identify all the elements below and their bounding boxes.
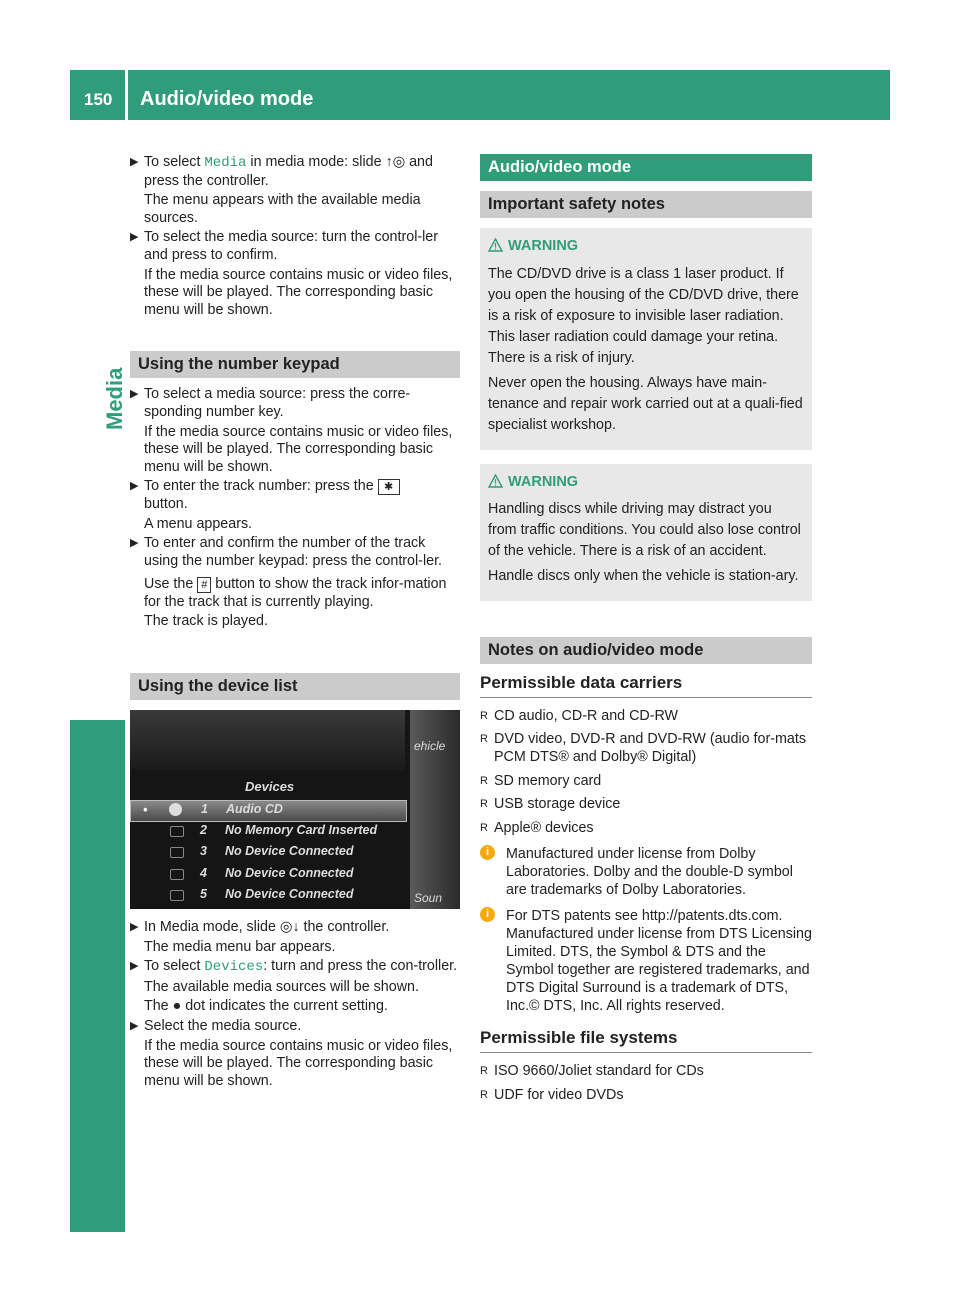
warning-paragraph: Handling discs while driving may distract you from traffic conditions. You could also lose control of the vehicle. There is a risk of an accident. <box>488 501 801 560</box>
step-result: If the media source contains music or video files, these will be played. The corresponding basic menu will be shown. <box>144 1037 453 1089</box>
star-key-icon: ✱ <box>378 479 400 495</box>
keypad-heading: Using the number keypad <box>130 351 460 378</box>
info-icon: i <box>480 907 495 922</box>
bullet-icon: R <box>480 821 488 834</box>
warning-triangle-icon <box>488 238 503 258</box>
menu-item-code: Media <box>204 155 247 171</box>
step-arrow-icon: ▶ <box>130 1020 139 1033</box>
data-carriers-heading: Permissible data carriers <box>480 674 812 698</box>
device-label: No Device Connected <box>225 844 354 859</box>
device-row <box>130 800 407 822</box>
list-item: R ISO 9660/Joliet standard for CDs <box>480 1062 704 1079</box>
step-arrow-icon: ▶ <box>130 156 139 168</box>
list-item: R UDF for video DVDs <box>480 1086 624 1103</box>
menu-item-code: Devices <box>204 959 264 976</box>
device-label: No Memory Card Inserted <box>225 822 378 837</box>
device-row <box>130 822 405 842</box>
device-number: 2 <box>200 822 207 837</box>
track-played: The track is played. <box>144 613 268 630</box>
instruction-step: ▶ In Media mode, slide ◎↓ the controller. <box>130 919 390 936</box>
device-number: 5 <box>200 887 207 902</box>
file-systems-heading: Permissible file systems <box>480 1029 812 1053</box>
device-heading: Using the device list <box>130 673 460 700</box>
side-tab <box>70 120 125 1232</box>
bullet-icon: R <box>480 774 488 787</box>
selected-dot-icon: • <box>143 803 148 818</box>
disc-icon <box>169 803 182 816</box>
screenshot-label-sound: Soun <box>414 891 443 906</box>
step-arrow-icon: ▶ <box>130 480 139 493</box>
page-number: 150 <box>84 90 113 109</box>
info-note-dolby: i Manufactured under license from Dolby Laboratories. Dolby and the double-D symbol are trademarks of Dolby Laboratories. <box>480 845 812 899</box>
instruction-step: ▶ To enter the track number: press the ✱ button. <box>130 478 460 513</box>
safety-heading: Important safety notes <box>480 191 812 218</box>
device-label: Audio CD <box>226 802 283 817</box>
step-arrow-icon: ▶ <box>130 537 139 550</box>
bullet-icon: R <box>480 1064 488 1077</box>
instruction-step: ▶ To enter and confirm the number of the track using the number keypad: press the control-ler. <box>130 535 443 569</box>
step-arrow-icon: ▶ <box>130 231 139 244</box>
device-row <box>130 886 405 906</box>
list-item: R Apple® devices <box>480 819 594 836</box>
device-slot-icon <box>170 847 184 858</box>
step-arrow-icon: ▶ <box>130 921 139 934</box>
step-result: The ● dot indicates the current setting. <box>144 998 388 1015</box>
warning-box-laser <box>480 228 812 450</box>
screenshot-devices-title: Devices <box>245 779 295 795</box>
step-result: A menu appears. <box>144 515 253 532</box>
list-item: R USB storage device <box>480 796 621 813</box>
info-note-dts: i For DTS patents see http://patents.dts.com. Manufactured under license from DTS Licensing Limited. DTS, the Symbol & DTS and the Symbol together are registered trademarks, and DTS Digital Surround is a trademark of DTS, Inc.© DTS, Inc. All rights reserved. <box>480 907 812 1015</box>
device-row <box>130 843 405 863</box>
page-header <box>70 70 890 120</box>
step-arrow-icon: ▶ <box>130 388 139 401</box>
device-label: No Device Connected <box>225 887 354 902</box>
bullet-icon: R <box>480 798 488 811</box>
warning-triangle-icon <box>488 474 503 494</box>
main-heading: Audio/video mode <box>480 154 812 181</box>
step-result: The available media sources will be shown. <box>144 978 419 995</box>
header-separator <box>125 70 128 120</box>
device-list-screenshot <box>130 710 460 909</box>
device-number: 4 <box>200 865 207 880</box>
warning-paragraph: The CD/DVD drive is a class 1 laser product. If you open the housing of the CD/DVD drive, there is a risk of exposure to invisible laser radiation. This laser radiation could damage your retina. There is a risk of injury. <box>488 265 799 366</box>
left-column <box>130 154 460 1092</box>
side-bar <box>70 720 125 1232</box>
screenshot-label-vehicle: ehicle <box>414 739 446 754</box>
step-result: The menu appears with the available media sources. <box>144 192 421 226</box>
device-slot-icon <box>170 826 184 837</box>
instruction-step: ▶ Select the media source. <box>130 1018 302 1035</box>
info-icon: i <box>480 845 495 860</box>
list-item: R SD memory card <box>480 772 602 789</box>
right-column <box>480 154 812 1110</box>
device-number: 3 <box>200 844 207 859</box>
step-arrow-icon: ▶ <box>130 960 139 973</box>
bullet-icon: R <box>480 1088 488 1101</box>
hash-note: Use the # button to show the track infor-mation for the track that is currently playing. <box>144 576 447 610</box>
list-item: R DVD video, DVD-R and DVD-RW (audio for-mats PCM DTS® and Dolby® Digital) <box>480 731 806 765</box>
device-slot-icon <box>170 869 184 880</box>
instruction-step: ▶ To select Devices: turn and press the con-troller. <box>130 958 458 976</box>
page-title: Audio/video mode <box>140 88 314 110</box>
warning-paragraph: Handle discs only when the vehicle is station-ary. <box>488 568 799 585</box>
bullet-icon: R <box>480 709 488 722</box>
instruction-step: ▶ To select Media in media mode: slide ↑◎ and press the controller. <box>130 154 433 189</box>
hash-key-icon: # <box>197 577 211 593</box>
bullet-icon: R <box>480 733 488 746</box>
warning-paragraph: Never open the housing. Always have main-tenance and repair work carried out at a quali-fied specialist workshop. <box>488 374 803 433</box>
list-item: R CD audio, CD-R and CD-RW <box>480 707 679 724</box>
device-slot-icon <box>170 890 184 901</box>
device-row <box>130 865 405 885</box>
step-result: The media menu bar appears. <box>144 938 336 955</box>
warning-title: WARNING <box>508 473 579 490</box>
device-label: No Device Connected <box>225 865 354 880</box>
notes-heading: Notes on audio/video mode <box>480 637 812 664</box>
instruction-step: ▶ To select the media source: turn the control-ler and press to confirm. <box>130 229 439 263</box>
instruction-step: ▶ To select a media source: press the corre-sponding number key. <box>130 386 411 420</box>
step-result: If the media source contains music or video files, these will be played. The corresponding basic menu will be shown. <box>144 266 453 318</box>
warning-box-driving <box>480 464 812 602</box>
step-result: If the media source contains music or video files, these will be played. The corresponding basic menu will be shown. <box>144 423 453 475</box>
device-number: 1 <box>201 802 208 817</box>
warning-title: WARNING <box>508 238 579 254</box>
side-section-label: Media <box>102 367 127 430</box>
